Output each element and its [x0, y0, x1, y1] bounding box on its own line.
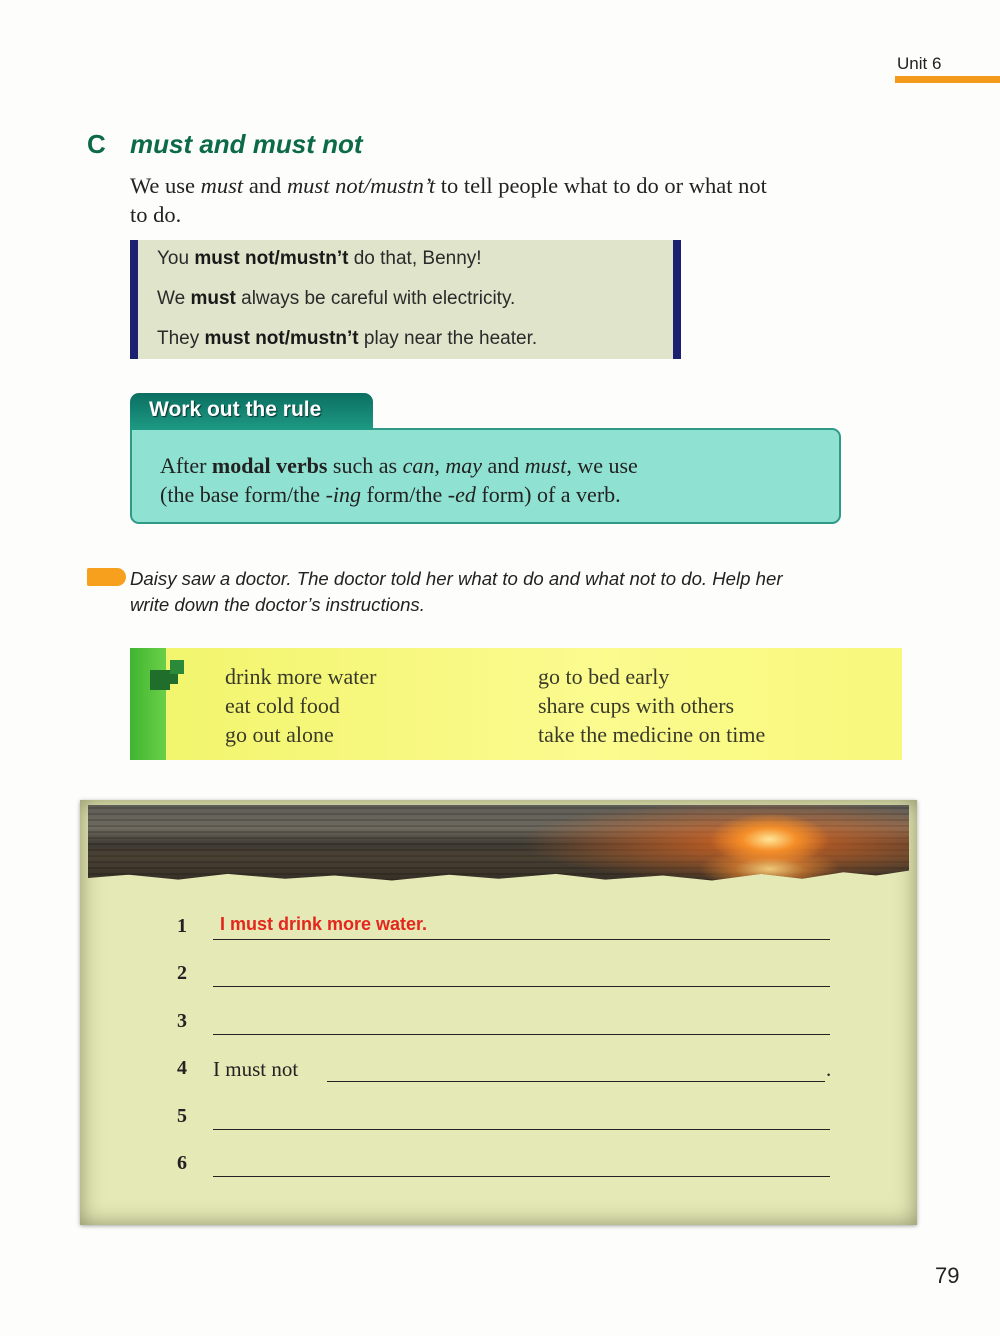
word-column-1	[225, 662, 377, 749]
rule-text: , we use	[566, 453, 638, 478]
rule-text: After	[160, 453, 212, 478]
intro-text: We use	[130, 173, 201, 198]
rule-bold: modal verbs	[211, 453, 328, 478]
example-sentence	[157, 288, 515, 310]
word-phrase: drink more water	[225, 664, 377, 689]
word-phrase: eat cold food	[225, 693, 340, 718]
example-text: We	[157, 288, 191, 309]
rule-text: such as	[327, 453, 403, 478]
pixel-square-icon	[170, 674, 178, 684]
answer-line	[213, 1151, 830, 1177]
rule-line	[160, 451, 839, 480]
instruction-text: write down the doctor’s instructions.	[130, 594, 425, 615]
word-phrase: go out alone	[225, 722, 334, 747]
unit-label: Unit 6	[897, 54, 942, 73]
intro-text: and	[243, 173, 287, 198]
rule-text: form) of a verb.	[475, 482, 621, 507]
rule-box-title: Work out the rule	[130, 393, 373, 430]
word-box	[130, 648, 902, 760]
answer-number: 6	[177, 1152, 187, 1174]
pixel-square-icon	[170, 660, 184, 674]
answer-number: 4	[177, 1057, 187, 1079]
answer-number: 5	[177, 1105, 187, 1127]
rule-text: form/the	[361, 482, 448, 507]
rule-text: (the base form/the	[160, 482, 326, 507]
example-text: play near the heater.	[358, 328, 538, 349]
intro-text: to do.	[130, 202, 182, 227]
intro-paragraph	[130, 171, 920, 229]
example-text: They	[157, 328, 205, 349]
answer-line	[213, 961, 830, 987]
rule-line	[160, 480, 839, 509]
example-bold: must not/mustn’t	[204, 328, 359, 349]
answer-line	[213, 1009, 830, 1035]
answer-card	[80, 800, 917, 1225]
instruction-text: Daisy saw a doctor. The doctor told her what to do and what not to do. Help her	[130, 568, 783, 589]
intro-text: to tell people what to do or what not	[435, 173, 767, 198]
rule-italic: -ed	[447, 482, 476, 507]
answer-line	[213, 914, 830, 940]
answer-number: 3	[177, 1010, 187, 1032]
example-text: You	[157, 248, 195, 269]
example-text: do that, Benny!	[348, 248, 482, 269]
word-phrase: share cups with others	[538, 693, 735, 718]
intro-emphasis: must not/mustn’t	[286, 173, 436, 198]
word-phrase: go to bed early	[538, 664, 670, 689]
section-letter: C	[87, 129, 106, 159]
rule-italic: can	[402, 453, 435, 478]
answer-line	[213, 1104, 830, 1130]
rule-text: ,	[434, 453, 446, 478]
example-bold: must not/mustn’t	[194, 248, 349, 269]
rule-italic: -ing	[325, 482, 362, 507]
answer-number: 2	[177, 962, 187, 984]
example-sentence	[157, 248, 482, 270]
answer-suffix: .	[826, 1057, 832, 1081]
page-number: 79	[935, 1263, 960, 1288]
example-sentences-box	[130, 240, 681, 359]
word-column-2	[538, 662, 765, 749]
word-box-stripe	[130, 648, 166, 760]
rule-box	[130, 428, 841, 524]
pixel-square-icon	[150, 670, 170, 690]
word-phrase: take the medicine on time	[538, 722, 766, 747]
answer-example-text: I must drink more water.	[220, 914, 428, 934]
task-instruction	[130, 566, 783, 618]
example-sentence	[157, 328, 537, 350]
sunset-photo	[88, 805, 909, 887]
example-text: always be careful with electricity.	[235, 288, 516, 309]
answer-number: 1	[177, 915, 187, 937]
rule-text: and	[482, 453, 525, 478]
answer-prefix: I must not	[213, 1057, 299, 1081]
answer-line	[327, 1056, 825, 1082]
rule-italic: may	[445, 453, 482, 478]
task-marker-icon	[87, 568, 126, 586]
example-bold: must	[190, 288, 236, 309]
section-title: must and must not	[130, 129, 363, 159]
rule-italic: must	[524, 453, 567, 478]
intro-emphasis: must	[200, 173, 244, 198]
unit-underline-bar	[895, 76, 1000, 83]
